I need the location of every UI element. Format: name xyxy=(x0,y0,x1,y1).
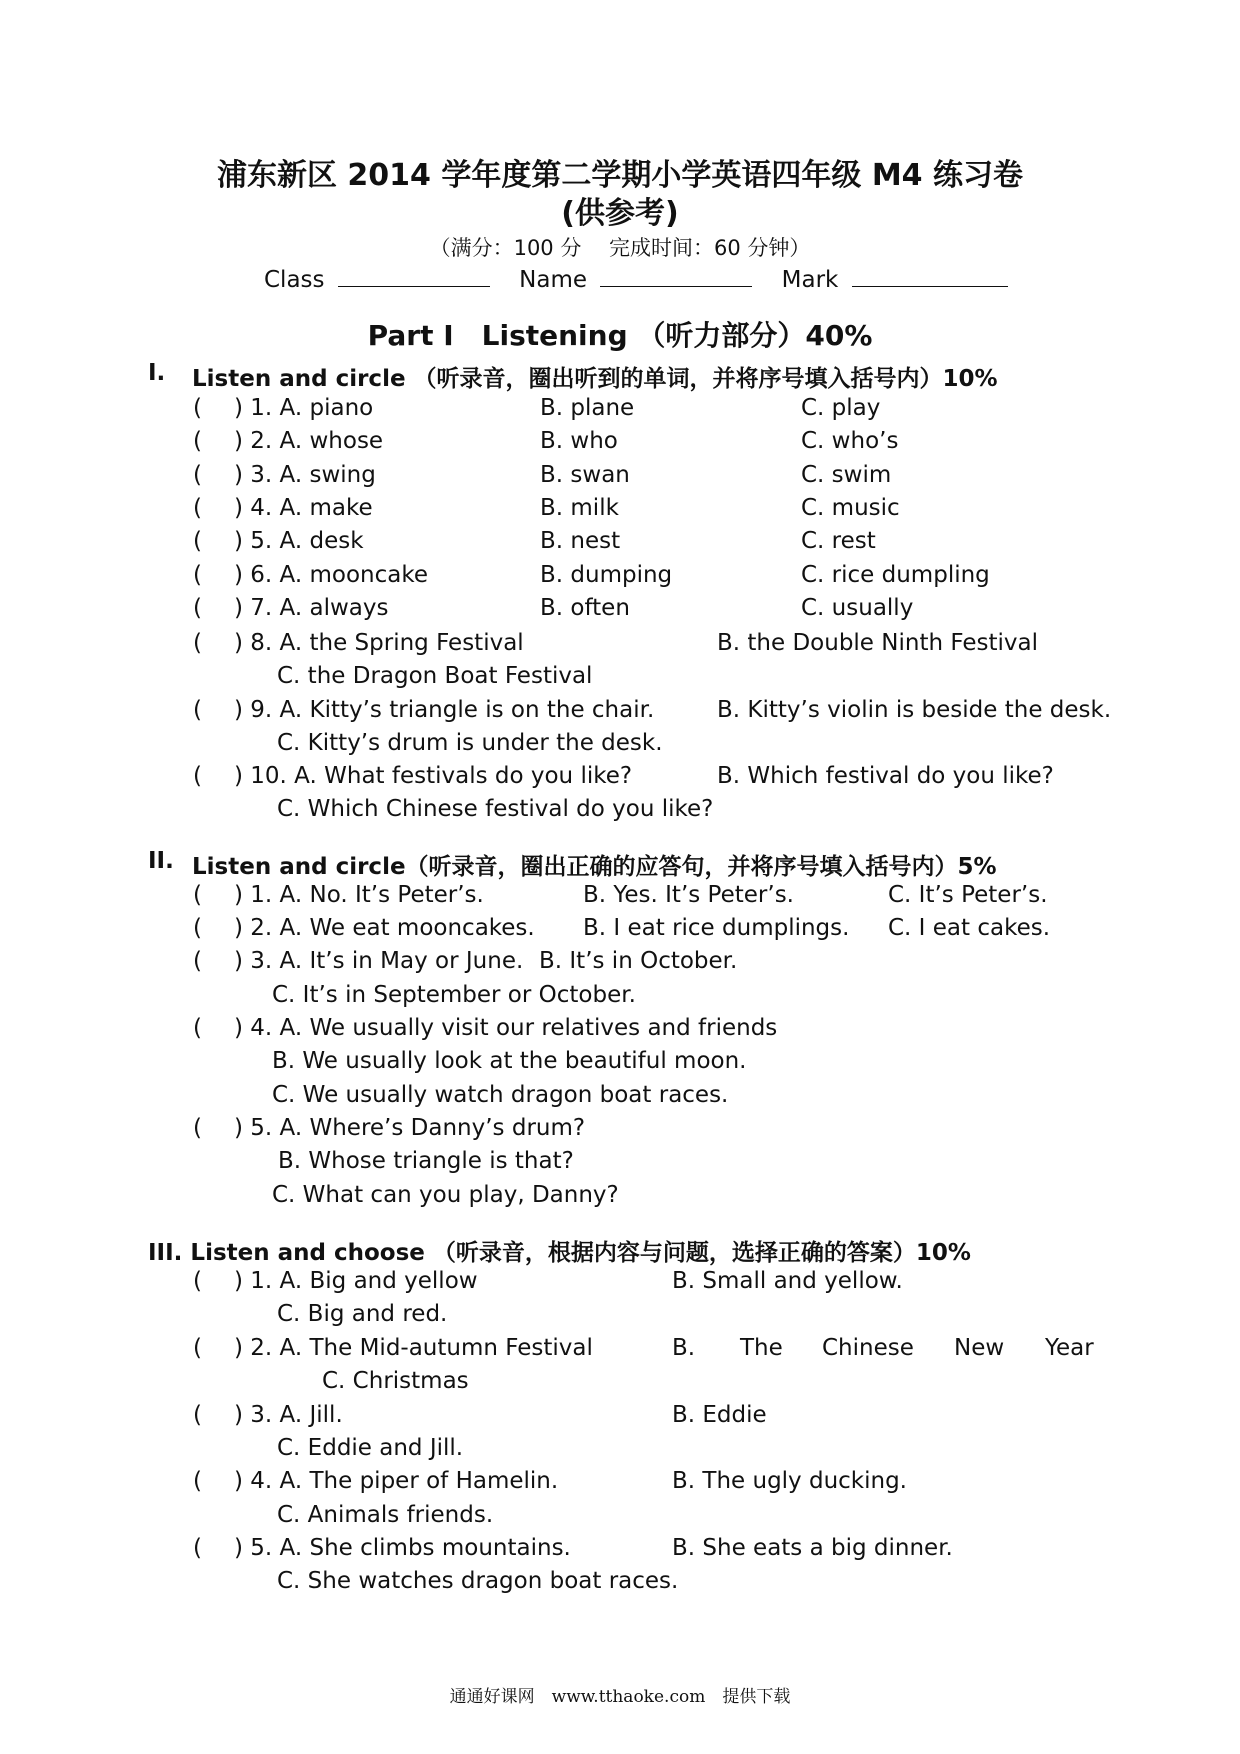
option-b: B. Small and yellow. xyxy=(672,1268,903,1294)
question-item: ) 2. A. The Mid-autumn Festival xyxy=(234,1335,593,1361)
name-blank[interactable] xyxy=(600,264,752,287)
option-b: B. the Double Ninth Festival xyxy=(717,630,1038,656)
footer-source: 通通好课网 www.tthaoke.com 提供下载 xyxy=(449,1687,791,1707)
option-b-word: B. xyxy=(672,1335,696,1361)
option-c: C. who’s xyxy=(801,428,899,454)
option-c: C. rice dumpling xyxy=(801,562,990,588)
option-b: B. swan xyxy=(540,462,630,488)
option-b: B. often xyxy=(540,595,630,621)
answer-paren[interactable]: ( xyxy=(193,1015,202,1041)
section-one-heading: Listen and circle （听录音，圈出听到的单词，并将序号填入括号内）10% xyxy=(192,366,998,392)
mark-blank[interactable] xyxy=(852,264,1008,287)
answer-paren[interactable]: ( xyxy=(193,495,202,521)
page-title: 浦东新区 2014 学年度第二学期小学英语四年级 M4 练习卷 xyxy=(216,158,1023,193)
class-blank[interactable] xyxy=(338,264,490,287)
option-c: C. usually xyxy=(801,595,914,621)
option-b-word: Year xyxy=(1045,1335,1094,1361)
option-b: B. The ugly ducking. xyxy=(672,1468,907,1494)
option-b: B. Kitty’s violin is beside the desk. xyxy=(717,697,1112,723)
option-c: C. It’s in September or October. xyxy=(272,982,636,1008)
mark-label: Mark xyxy=(781,267,839,293)
option-b-word: New xyxy=(954,1335,1005,1361)
question-item: ) 2. A. whose xyxy=(234,428,384,454)
class-label: Class xyxy=(264,267,325,293)
answer-paren[interactable]: ( xyxy=(193,428,202,454)
option-c: C. swim xyxy=(801,462,892,488)
option-b: B. Yes. It’s Peter’s. xyxy=(583,882,794,908)
option-b: B. I eat rice dumplings. xyxy=(583,915,850,941)
option-c: C. We usually watch dragon boat races. xyxy=(272,1082,729,1108)
option-c: C. She watches dragon boat races. xyxy=(277,1568,679,1594)
question-item: ) 5. A. Where’s Danny’s drum? xyxy=(234,1115,586,1141)
answer-paren[interactable]: ( xyxy=(193,462,202,488)
option-b: B. milk xyxy=(540,495,619,521)
option-b: B. who xyxy=(540,428,618,454)
option-b: B. It’s in October. xyxy=(539,948,738,974)
answer-paren[interactable]: ( xyxy=(193,395,202,421)
option-c: C. rest xyxy=(801,528,876,554)
option-c: C. Kitty’s drum is under the desk. xyxy=(277,730,663,756)
option-b: B. Eddie xyxy=(672,1402,767,1428)
page-subtitle-note: (供参考) xyxy=(561,196,679,231)
question-item: ) 2. A. We eat mooncakes. xyxy=(234,915,535,941)
section-one-numeral: I. xyxy=(148,360,166,386)
option-c: C. It’s Peter’s. xyxy=(888,882,1048,908)
answer-paren[interactable]: ( xyxy=(193,528,202,554)
question-item: ) 6. A. mooncake xyxy=(234,562,429,588)
question-item: ) 5. A. desk xyxy=(234,528,364,554)
question-item: ) 3. A. It’s in May or June. xyxy=(234,948,524,974)
option-b: B. Whose triangle is that? xyxy=(278,1148,574,1174)
answer-paren[interactable]: ( xyxy=(193,1468,202,1494)
option-b: B. plane xyxy=(540,395,635,421)
answer-paren[interactable]: ( xyxy=(193,595,202,621)
question-item: ) 3. A. Jill. xyxy=(234,1402,343,1428)
option-b: B. nest xyxy=(540,528,621,554)
question-item: ) 1. A. Big and yellow xyxy=(234,1268,478,1294)
answer-paren[interactable]: ( xyxy=(193,1268,202,1294)
section-two-heading: Listen and circle（听录音，圈出正确的应答句，并将序号填入括号内）5% xyxy=(192,854,997,880)
name-label: Name xyxy=(519,267,587,293)
option-b: B. dumping xyxy=(540,562,673,588)
option-b: B. Which festival do you like? xyxy=(717,763,1054,789)
question-item: ) 1. A. No. It’s Peter’s. xyxy=(234,882,484,908)
question-item: ) 1. A. piano xyxy=(234,395,374,421)
answer-paren[interactable]: ( xyxy=(193,948,202,974)
question-item: ) 9. A. Kitty’s triangle is on the chair. xyxy=(234,697,655,723)
answer-paren[interactable]: ( xyxy=(193,1535,202,1561)
score-time-info: （满分：100 分 完成时间：60 分钟） xyxy=(429,236,811,260)
question-item: ) 4. A. We usually visit our relatives and friends xyxy=(234,1015,778,1041)
answer-paren[interactable]: ( xyxy=(193,1402,202,1428)
part-one-title: Part I Listening （听力部分）40% xyxy=(367,319,873,352)
option-c: C. music xyxy=(801,495,900,521)
option-b: B. We usually look at the beautiful moon. xyxy=(272,1048,747,1074)
option-b-word: Chinese xyxy=(822,1335,914,1361)
option-c: C. play xyxy=(801,395,881,421)
section-two-numeral: II. xyxy=(148,848,174,874)
option-c: C. Big and red. xyxy=(277,1301,448,1327)
answer-paren[interactable]: ( xyxy=(193,763,202,789)
option-c: C. What can you play, Danny? xyxy=(272,1182,619,1208)
answer-paren[interactable]: ( xyxy=(193,630,202,656)
question-item: ) 5. A. She climbs mountains. xyxy=(234,1535,571,1561)
option-c: C. Eddie and Jill. xyxy=(277,1435,464,1461)
question-item: ) 4. A. The piper of Hamelin. xyxy=(234,1468,559,1494)
answer-paren[interactable]: ( xyxy=(193,1115,202,1141)
option-c: C. the Dragon Boat Festival xyxy=(277,663,593,689)
option-c: C. Christmas xyxy=(322,1368,469,1394)
option-c: C. Animals friends. xyxy=(277,1502,494,1528)
student-info-line xyxy=(264,264,1008,293)
answer-paren[interactable]: ( xyxy=(193,697,202,723)
option-b: B. She eats a big dinner. xyxy=(672,1535,953,1561)
section-three-heading: III. Listen and choose （听录音，根据内容与问题，选择正确的答案）10% xyxy=(148,1240,971,1266)
question-item: ) 10. A. What festivals do you like? xyxy=(234,763,633,789)
question-item: ) 7. A. always xyxy=(234,595,389,621)
option-c: C. I eat cakes. xyxy=(888,915,1051,941)
option-c: C. Which Chinese festival do you like? xyxy=(277,796,714,822)
question-item: ) 3. A. swing xyxy=(234,462,376,488)
answer-paren[interactable]: ( xyxy=(193,1335,202,1361)
question-item: ) 8. A. the Spring Festival xyxy=(234,630,524,656)
question-item: ) 4. A. make xyxy=(234,495,373,521)
answer-paren[interactable]: ( xyxy=(193,882,202,908)
answer-paren[interactable]: ( xyxy=(193,562,202,588)
answer-paren[interactable]: ( xyxy=(193,915,202,941)
option-b-word: The xyxy=(740,1335,783,1361)
